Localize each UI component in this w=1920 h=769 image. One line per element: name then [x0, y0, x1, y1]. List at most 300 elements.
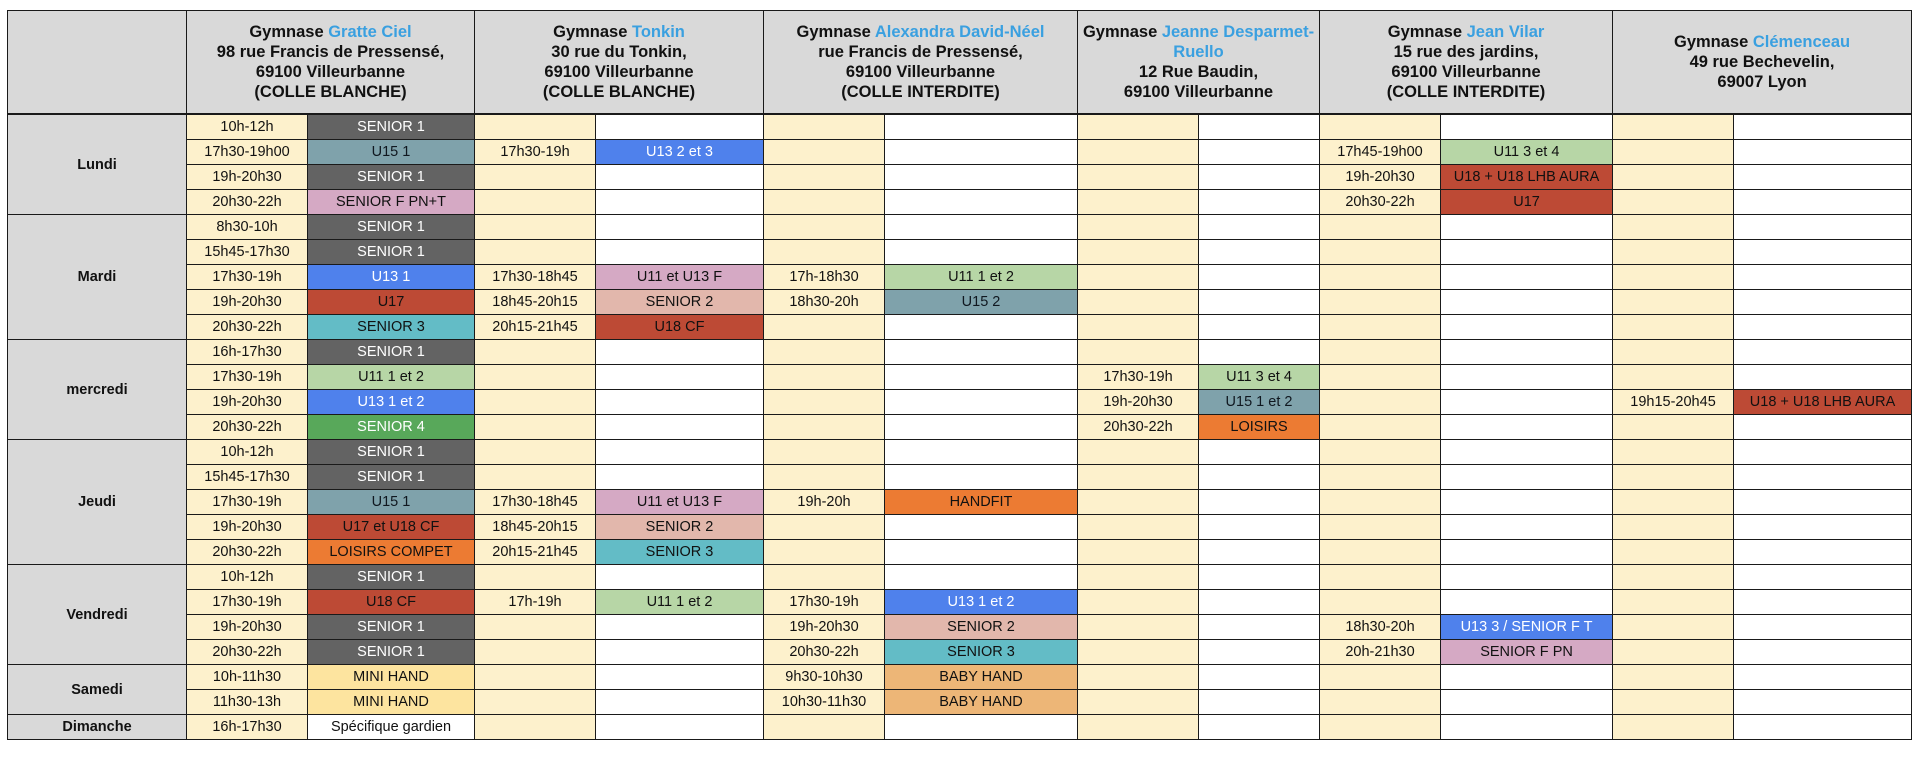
activity-cell — [1441, 315, 1613, 340]
time-cell — [1320, 265, 1441, 290]
activity-cell — [1734, 690, 1912, 715]
time-cell — [1613, 565, 1734, 590]
activity-cell — [1734, 190, 1912, 215]
activity-cell — [1734, 515, 1912, 540]
activity-cell: LOISIRS COMPET — [308, 540, 475, 565]
activity-cell — [885, 565, 1078, 590]
schedule-row — [8, 615, 1912, 640]
activity-cell — [1199, 640, 1320, 665]
time-cell — [1078, 140, 1199, 165]
time-cell — [1320, 515, 1441, 540]
gym-header — [764, 11, 1078, 115]
schedule-row — [8, 490, 1912, 515]
time-cell: 20h30-22h — [1320, 190, 1441, 215]
schedule-row — [8, 540, 1912, 565]
activity-cell: SENIOR 1 — [308, 240, 475, 265]
activity-cell: HANDFIT — [885, 490, 1078, 515]
activity-cell — [1734, 665, 1912, 690]
activity-cell — [596, 390, 764, 415]
time-cell — [1613, 665, 1734, 690]
time-cell: 17h30-19h — [475, 140, 596, 165]
activity-cell — [1441, 365, 1613, 390]
activity-cell: SENIOR 2 — [596, 290, 764, 315]
activity-cell — [1441, 340, 1613, 365]
gym-header — [475, 11, 764, 115]
activity-cell: U17 et U18 CF — [308, 515, 475, 540]
activity-cell — [1441, 715, 1613, 740]
time-cell — [1078, 165, 1199, 190]
activity-cell: MINI HAND — [308, 665, 475, 690]
activity-cell — [1441, 265, 1613, 290]
time-cell — [475, 165, 596, 190]
activity-cell — [596, 665, 764, 690]
gym-address-line: 69007 Lyon — [1717, 73, 1807, 91]
time-cell: 20h30-22h — [764, 640, 885, 665]
day-label: Mardi — [8, 215, 187, 340]
time-cell — [764, 415, 885, 440]
schedule-row — [8, 390, 1912, 415]
activity-cell: U13 1 — [308, 265, 475, 290]
time-cell — [764, 390, 885, 415]
activity-cell — [885, 540, 1078, 565]
time-cell: 19h-20h30 — [1078, 390, 1199, 415]
activity-cell — [596, 465, 764, 490]
activity-cell: BABY HAND — [885, 665, 1078, 690]
activity-cell: SENIOR F PN — [1441, 640, 1613, 665]
activity-cell — [1734, 615, 1912, 640]
time-cell — [1078, 715, 1199, 740]
gym-header — [1078, 11, 1320, 115]
activity-cell: SENIOR 3 — [596, 540, 764, 565]
activity-cell — [1199, 315, 1320, 340]
activity-cell — [1441, 290, 1613, 315]
time-cell — [1613, 365, 1734, 390]
activity-cell: U11 3 et 4 — [1441, 140, 1613, 165]
schedule-row — [8, 190, 1912, 215]
activity-cell — [596, 415, 764, 440]
time-cell: 20h-21h30 — [1320, 640, 1441, 665]
activity-cell — [1199, 565, 1320, 590]
activity-cell — [885, 440, 1078, 465]
activity-cell — [596, 565, 764, 590]
day-label: Lundi — [8, 114, 187, 215]
schedule-row — [8, 565, 1912, 590]
time-cell — [1078, 290, 1199, 315]
time-cell — [764, 315, 885, 340]
time-cell — [1613, 715, 1734, 740]
activity-cell — [1441, 465, 1613, 490]
activity-cell: U13 3 / SENIOR F T — [1441, 615, 1613, 640]
activity-cell — [885, 365, 1078, 390]
time-cell — [1613, 540, 1734, 565]
gym-title — [475, 22, 763, 42]
activity-cell — [1441, 490, 1613, 515]
time-cell — [764, 365, 885, 390]
time-cell — [1613, 140, 1734, 165]
time-cell — [1613, 415, 1734, 440]
gym-title — [187, 22, 474, 42]
activity-cell — [1441, 240, 1613, 265]
time-cell — [1078, 440, 1199, 465]
time-cell: 17h30-18h45 — [475, 490, 596, 515]
schedule-row — [8, 665, 1912, 690]
time-cell — [1078, 565, 1199, 590]
day-label: Dimanche — [8, 715, 187, 740]
activity-cell — [1199, 290, 1320, 315]
gym-name: Jeanne Desparmet-Ruello — [1161, 23, 1315, 61]
gym-address-line: (COLLE BLANCHE) — [254, 83, 407, 101]
time-cell: 9h30-10h30 — [764, 665, 885, 690]
time-cell — [1320, 540, 1441, 565]
activity-cell: SENIOR 1 — [308, 440, 475, 465]
activity-cell: SENIOR 1 — [308, 215, 475, 240]
time-cell — [1078, 315, 1199, 340]
activity-cell — [885, 215, 1078, 240]
activity-cell — [885, 114, 1078, 140]
time-cell — [475, 390, 596, 415]
activity-cell: U15 1 et 2 — [1199, 390, 1320, 415]
time-cell — [1320, 690, 1441, 715]
activity-cell — [885, 240, 1078, 265]
time-cell — [1320, 665, 1441, 690]
time-cell — [764, 215, 885, 240]
time-cell — [1613, 465, 1734, 490]
time-cell — [1078, 690, 1199, 715]
activity-cell: U17 — [308, 290, 475, 315]
time-cell: 19h15-20h45 — [1613, 390, 1734, 415]
time-cell: 17h30-19h — [764, 590, 885, 615]
header-row — [8, 11, 1912, 115]
activity-cell: Spécifique gardien — [308, 715, 475, 740]
gym-address-line: (COLLE BLANCHE) — [542, 83, 696, 101]
gym-title — [1320, 22, 1612, 42]
activity-cell — [885, 515, 1078, 540]
activity-cell — [1734, 640, 1912, 665]
time-cell — [1613, 315, 1734, 340]
activity-cell: U11 3 et 4 — [1199, 365, 1320, 390]
time-cell — [475, 340, 596, 365]
time-cell — [475, 415, 596, 440]
activity-cell: U11 1 et 2 — [596, 590, 764, 615]
time-cell — [764, 565, 885, 590]
gym-address-line: 12 Rue Baudin, — [1138, 63, 1259, 81]
time-cell: 17h30-19h — [187, 365, 308, 390]
time-cell — [1078, 490, 1199, 515]
activity-cell — [596, 215, 764, 240]
activity-cell — [1199, 165, 1320, 190]
activity-cell: SENIOR 1 — [308, 615, 475, 640]
time-cell — [1078, 665, 1199, 690]
schedule-row — [8, 640, 1912, 665]
time-cell: 8h30-10h — [187, 215, 308, 240]
time-cell — [764, 515, 885, 540]
time-cell: 20h30-22h — [1078, 415, 1199, 440]
time-cell: 16h-17h30 — [187, 715, 308, 740]
activity-cell: SENIOR 1 — [308, 165, 475, 190]
activity-cell — [1441, 415, 1613, 440]
activity-cell — [1441, 390, 1613, 415]
activity-cell — [885, 165, 1078, 190]
time-cell — [475, 665, 596, 690]
schedule-row — [8, 715, 1912, 740]
time-cell — [1320, 590, 1441, 615]
time-cell — [475, 465, 596, 490]
time-cell — [1078, 240, 1199, 265]
time-cell — [475, 190, 596, 215]
activity-cell: U15 1 — [308, 490, 475, 515]
gym-header — [187, 11, 475, 115]
time-cell — [1613, 690, 1734, 715]
time-cell — [1320, 715, 1441, 740]
activity-cell — [1199, 190, 1320, 215]
gym-prefix: Gymnase — [249, 23, 329, 41]
activity-cell: SENIOR 3 — [308, 315, 475, 340]
activity-cell — [1199, 140, 1320, 165]
time-cell: 19h-20h30 — [187, 165, 308, 190]
time-cell — [1320, 365, 1441, 390]
time-cell — [1320, 465, 1441, 490]
time-cell — [1320, 315, 1441, 340]
schedule-row — [8, 215, 1912, 240]
activity-cell — [1441, 515, 1613, 540]
header-corner — [8, 11, 187, 115]
time-cell — [1320, 490, 1441, 515]
activity-cell — [1734, 465, 1912, 490]
activity-cell — [1199, 690, 1320, 715]
activity-cell — [596, 340, 764, 365]
time-cell — [1613, 515, 1734, 540]
time-cell: 20h30-22h — [187, 415, 308, 440]
activity-cell: U18 + U18 LHB AURA — [1734, 390, 1912, 415]
gym-prefix: Gymnase — [1673, 33, 1753, 51]
activity-cell — [1734, 490, 1912, 515]
time-cell — [1320, 240, 1441, 265]
schedule-row — [8, 240, 1912, 265]
activity-cell — [1441, 665, 1613, 690]
gym-address-line: 69100 Villeurbanne — [1123, 83, 1274, 101]
schedule-row — [8, 290, 1912, 315]
time-cell — [475, 440, 596, 465]
time-cell: 18h45-20h15 — [475, 290, 596, 315]
activity-cell: U13 1 et 2 — [308, 390, 475, 415]
time-cell: 10h30-11h30 — [764, 690, 885, 715]
time-cell — [1613, 340, 1734, 365]
activity-cell — [1734, 415, 1912, 440]
time-cell: 10h-12h — [187, 114, 308, 140]
activity-cell — [596, 715, 764, 740]
time-cell: 20h30-22h — [187, 640, 308, 665]
gym-title — [1613, 32, 1911, 52]
time-cell — [475, 240, 596, 265]
schedule-row — [8, 365, 1912, 390]
time-cell — [1613, 290, 1734, 315]
time-cell — [764, 715, 885, 740]
activity-cell — [1441, 440, 1613, 465]
time-cell — [764, 165, 885, 190]
activity-cell — [1734, 340, 1912, 365]
schedule-body — [8, 114, 1912, 740]
gym-header — [1613, 11, 1912, 115]
activity-cell — [1441, 540, 1613, 565]
activity-cell — [1199, 490, 1320, 515]
time-cell: 18h30-20h — [764, 290, 885, 315]
schedule-table — [7, 10, 1912, 740]
time-cell: 10h-12h — [187, 565, 308, 590]
time-cell: 19h-20h — [764, 490, 885, 515]
time-cell: 17h30-18h45 — [475, 265, 596, 290]
gym-prefix: Gymnase — [1082, 23, 1162, 41]
activity-cell — [1734, 265, 1912, 290]
activity-cell — [1199, 340, 1320, 365]
activity-cell — [596, 240, 764, 265]
schedule-row — [8, 315, 1912, 340]
activity-cell: SENIOR 4 — [308, 415, 475, 440]
time-cell — [1613, 265, 1734, 290]
gym-name: Jean Vilar — [1466, 23, 1545, 41]
activity-cell: U13 2 et 3 — [596, 140, 764, 165]
day-label: mercredi — [8, 340, 187, 440]
time-cell — [1613, 590, 1734, 615]
time-cell — [475, 365, 596, 390]
activity-cell — [1199, 465, 1320, 490]
activity-cell — [1199, 615, 1320, 640]
time-cell — [1613, 190, 1734, 215]
activity-cell: SENIOR 1 — [308, 114, 475, 140]
time-cell — [1078, 265, 1199, 290]
time-cell: 20h15-21h45 — [475, 540, 596, 565]
time-cell — [475, 565, 596, 590]
day-label: Jeudi — [8, 440, 187, 565]
gym-address-line: 69100 Villeurbanne — [544, 63, 694, 81]
activity-cell — [1734, 540, 1912, 565]
time-cell: 19h-20h30 — [187, 615, 308, 640]
activity-cell — [1199, 665, 1320, 690]
activity-cell — [1199, 540, 1320, 565]
time-cell — [1320, 114, 1441, 140]
time-cell — [475, 215, 596, 240]
gym-name: Tonkin — [632, 23, 685, 41]
gym-prefix: Gymnase — [553, 23, 632, 41]
activity-cell: SENIOR 3 — [885, 640, 1078, 665]
time-cell: 17h30-19h — [187, 490, 308, 515]
schedule-row — [8, 165, 1912, 190]
activity-cell — [596, 165, 764, 190]
time-cell — [764, 540, 885, 565]
time-cell: 19h-20h30 — [1320, 165, 1441, 190]
schedule-row — [8, 515, 1912, 540]
time-cell — [1078, 114, 1199, 140]
activity-cell — [1734, 140, 1912, 165]
time-cell — [1078, 340, 1199, 365]
gym-name: Alexandra David-Néel — [874, 23, 1045, 41]
gym-address-line: 98 rue Francis de Pressensé, — [216, 43, 445, 61]
activity-cell: U11 et U13 F — [596, 490, 764, 515]
time-cell — [1613, 165, 1734, 190]
activity-cell — [885, 415, 1078, 440]
time-cell: 20h15-21h45 — [475, 315, 596, 340]
activity-cell — [1199, 265, 1320, 290]
schedule-row — [8, 340, 1912, 365]
time-cell: 19h-20h30 — [187, 515, 308, 540]
activity-cell: SENIOR 1 — [308, 640, 475, 665]
activity-cell — [1734, 215, 1912, 240]
activity-cell: SENIOR 1 — [308, 340, 475, 365]
time-cell — [764, 440, 885, 465]
time-cell: 20h30-22h — [187, 190, 308, 215]
activity-cell: U15 2 — [885, 290, 1078, 315]
time-cell — [1613, 240, 1734, 265]
activity-cell — [1199, 215, 1320, 240]
time-cell — [1320, 565, 1441, 590]
activity-cell — [1734, 715, 1912, 740]
schedule-row — [8, 140, 1912, 165]
activity-cell: U11 et U13 F — [596, 265, 764, 290]
time-cell: 16h-17h30 — [187, 340, 308, 365]
time-cell: 20h30-22h — [187, 315, 308, 340]
time-cell — [1320, 440, 1441, 465]
time-cell — [1078, 465, 1199, 490]
activity-cell — [1734, 290, 1912, 315]
time-cell — [1320, 290, 1441, 315]
time-cell: 15h45-17h30 — [187, 465, 308, 490]
activity-cell: U18 + U18 LHB AURA — [1441, 165, 1613, 190]
time-cell — [1613, 440, 1734, 465]
activity-cell — [1734, 590, 1912, 615]
activity-cell — [885, 315, 1078, 340]
gym-title — [1078, 22, 1319, 62]
time-cell — [1078, 640, 1199, 665]
time-cell: 17h-19h — [475, 590, 596, 615]
time-cell: 17h-18h30 — [764, 265, 885, 290]
activity-cell — [885, 390, 1078, 415]
activity-cell — [1441, 565, 1613, 590]
activity-cell: U17 — [1441, 190, 1613, 215]
activity-cell — [1199, 715, 1320, 740]
time-cell — [1613, 114, 1734, 140]
day-label: Vendredi — [8, 565, 187, 665]
time-cell — [475, 690, 596, 715]
activity-cell — [885, 465, 1078, 490]
activity-cell — [885, 140, 1078, 165]
gym-title — [764, 22, 1077, 42]
time-cell — [475, 640, 596, 665]
time-cell — [1078, 190, 1199, 215]
gym-address-line: (COLLE INTERDITE) — [1386, 83, 1546, 101]
activity-cell — [1734, 114, 1912, 140]
time-cell: 15h45-17h30 — [187, 240, 308, 265]
activity-cell: SENIOR 1 — [308, 465, 475, 490]
activity-cell — [1734, 240, 1912, 265]
activity-cell: MINI HAND — [308, 690, 475, 715]
time-cell — [1613, 215, 1734, 240]
gym-address-line: 30 rue du Tonkin, — [551, 43, 687, 61]
time-cell — [764, 340, 885, 365]
activity-cell — [1441, 215, 1613, 240]
gym-address-line: 49 rue Bechevelin, — [1689, 53, 1835, 71]
time-cell — [1078, 540, 1199, 565]
activity-cell — [1734, 315, 1912, 340]
gym-header — [1320, 11, 1613, 115]
time-cell: 17h30-19h — [1078, 365, 1199, 390]
gym-address-line: 15 rue des jardins, — [1393, 43, 1539, 61]
schedule-row — [8, 265, 1912, 290]
time-cell — [764, 465, 885, 490]
activity-cell: SENIOR F PN+T — [308, 190, 475, 215]
gym-address-line: 69100 Villeurbanne — [845, 63, 996, 81]
time-cell — [1613, 640, 1734, 665]
time-cell: 10h-11h30 — [187, 665, 308, 690]
activity-cell: LOISIRS — [1199, 415, 1320, 440]
